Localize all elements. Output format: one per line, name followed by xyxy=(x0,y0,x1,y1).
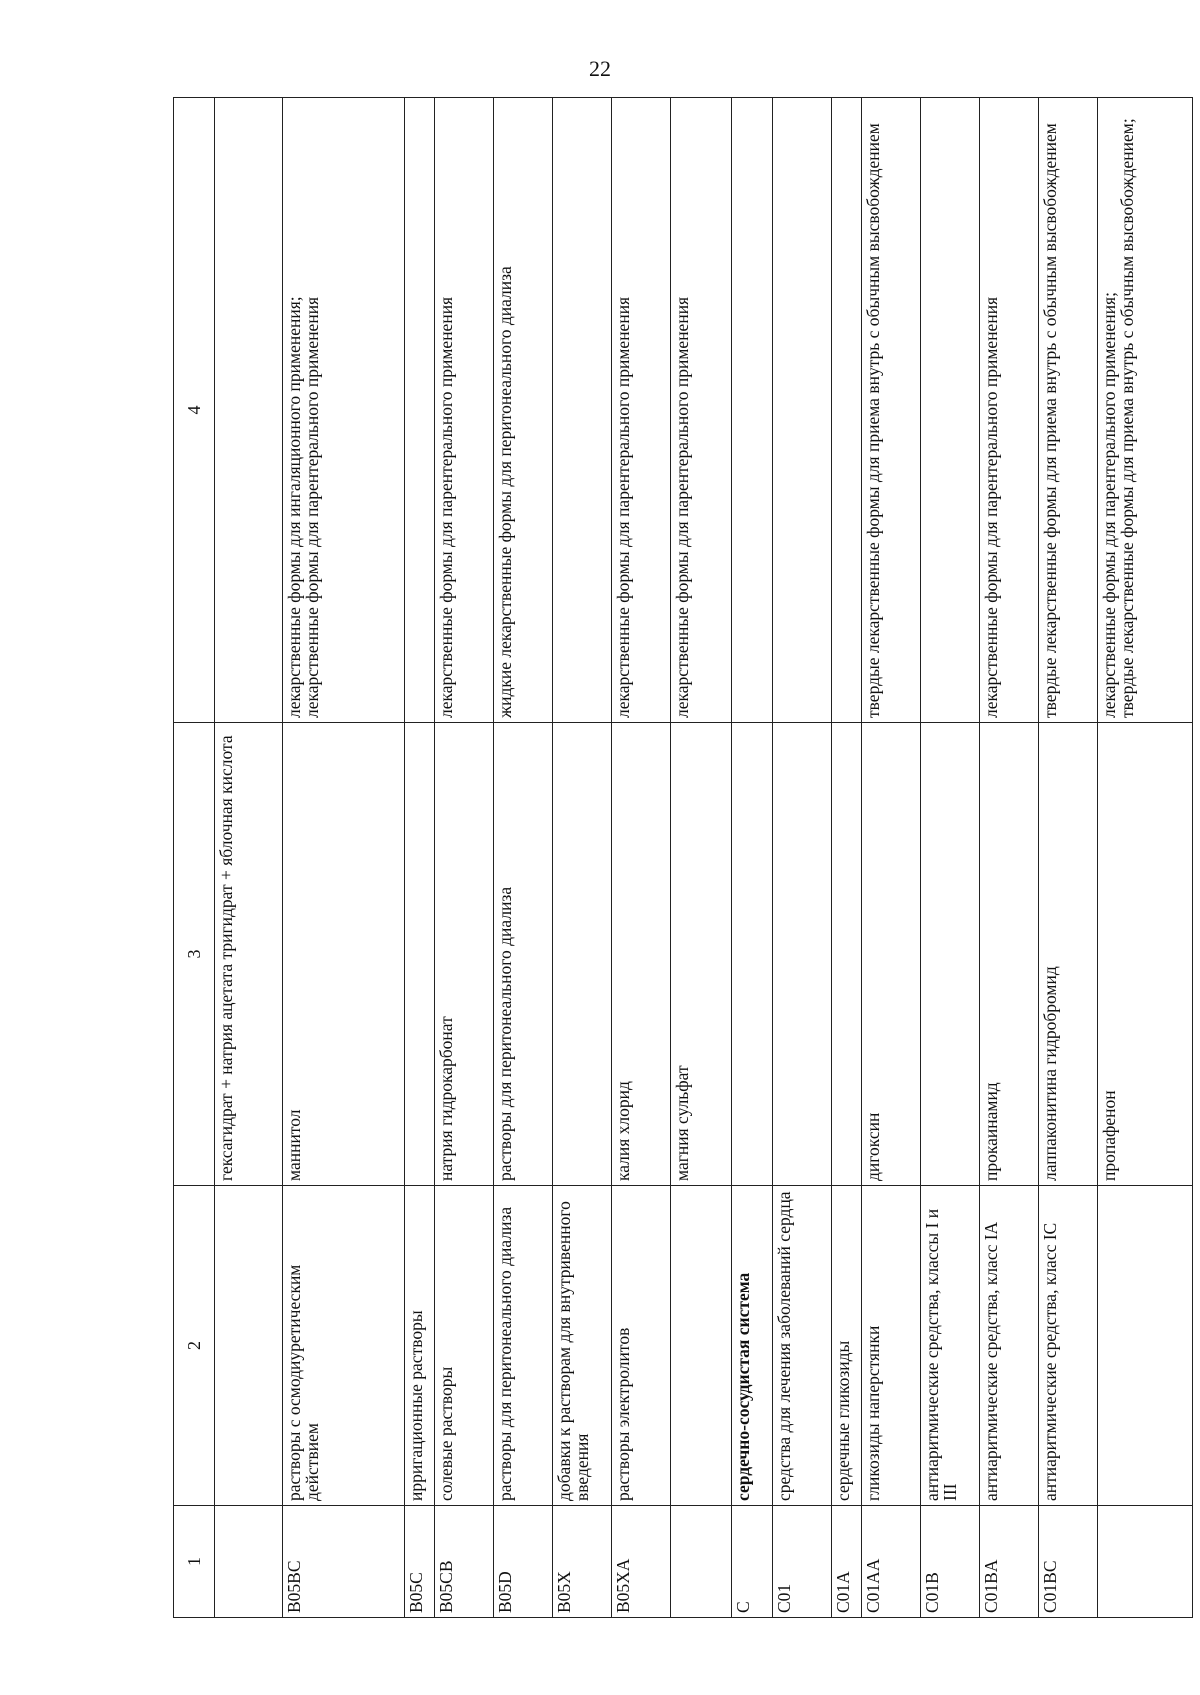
table-row xyxy=(732,98,773,1618)
column-header-1: 1 xyxy=(174,1506,215,1618)
group-cell: сердечные гликозиды xyxy=(832,1186,862,1506)
group-cell xyxy=(214,1186,282,1506)
substance-cell: прокаинамид xyxy=(979,723,1038,1186)
column-header-2: 2 xyxy=(174,1186,215,1506)
code-cell: B05BC xyxy=(282,1506,405,1618)
forms-cell xyxy=(773,98,832,723)
forms-cell: лекарственные формы для парентерального применения xyxy=(611,98,670,723)
drug-table xyxy=(173,97,1193,1618)
substance-cell: маннитол xyxy=(282,723,405,1186)
code-cell: C01 xyxy=(773,1506,832,1618)
forms-cell xyxy=(552,98,611,723)
group-cell: антиаритмические средства, класс IC xyxy=(1038,1186,1097,1506)
forms-cell: лекарственные формы для ингаляционного применения; лекарственные формы для парентерального применения xyxy=(282,98,405,723)
group-cell xyxy=(1097,1186,1192,1506)
substance-cell xyxy=(920,723,979,1186)
group-cell: ирригационные растворы xyxy=(405,1186,435,1506)
code-cell xyxy=(670,1506,731,1618)
table-row xyxy=(493,98,552,1618)
group-cell: растворы с осмодиуретическим действием xyxy=(282,1186,405,1506)
code-cell: B05CB xyxy=(434,1506,493,1618)
group-cell xyxy=(670,1186,731,1506)
table-row xyxy=(611,98,670,1618)
table-row xyxy=(1097,98,1192,1618)
table-row xyxy=(405,98,435,1618)
code-cell: B05C xyxy=(405,1506,435,1618)
table-row xyxy=(670,98,731,1618)
group-cell: сердечно-сосудистая система xyxy=(732,1186,773,1506)
table-row xyxy=(1038,98,1097,1618)
code-cell: C01B xyxy=(920,1506,979,1618)
header-row xyxy=(174,98,215,1618)
code-cell: C01AA xyxy=(861,1506,920,1618)
forms-cell xyxy=(405,98,435,723)
code-cell: B05D xyxy=(493,1506,552,1618)
forms-cell: твердые лекарственные формы для приема внутрь с обычным высвобождением xyxy=(861,98,920,723)
substance-cell: магния сульфат xyxy=(670,723,731,1186)
table-row xyxy=(773,98,832,1618)
forms-cell xyxy=(832,98,862,723)
group-cell: растворы для перитонеального диализа xyxy=(493,1186,552,1506)
substance-cell: гексагидрат + натрия ацетата тригидрат + яблочная кислота xyxy=(214,723,282,1186)
code-cell: C xyxy=(732,1506,773,1618)
forms-cell: лекарственные формы для парентерального применения; твердые лекарственные формы для приема внутрь с обычным высвобождением; xyxy=(1097,98,1192,723)
group-cell: гликозиды наперстянки xyxy=(861,1186,920,1506)
table-row xyxy=(282,98,405,1618)
group-cell: солевые растворы xyxy=(434,1186,493,1506)
group-cell: антиаритмические средства, класс IA xyxy=(979,1186,1038,1506)
table-body xyxy=(214,98,1192,1618)
code-cell xyxy=(1097,1506,1192,1618)
table-row xyxy=(434,98,493,1618)
substance-cell: растворы для перитонеального диализа xyxy=(493,723,552,1186)
forms-cell xyxy=(732,98,773,723)
code-cell: B05X xyxy=(552,1506,611,1618)
code-cell: C01BC xyxy=(1038,1506,1097,1618)
forms-cell: лекарственные формы для парентерального применения xyxy=(670,98,731,723)
table-row xyxy=(861,98,920,1618)
substance-cell: лаппаконитина гидробромид xyxy=(1038,723,1097,1186)
substance-cell: натрия гидрокарбонат xyxy=(434,723,493,1186)
substance-cell: пропафенон xyxy=(1097,723,1192,1186)
code-cell: B05XA xyxy=(611,1506,670,1618)
forms-cell: жидкие лекарственные формы для перитонеального диализа xyxy=(493,98,552,723)
forms-cell: твердые лекарственные формы для приема внутрь с обычным высвобождением xyxy=(1038,98,1097,723)
code-cell: C01BA xyxy=(979,1506,1038,1618)
substance-cell xyxy=(832,723,862,1186)
group-cell: добавки к растворам для внутривенного введения xyxy=(552,1186,611,1506)
code-cell: C01A xyxy=(832,1506,862,1618)
group-cell: антиаритмические средства, классы I и III xyxy=(920,1186,979,1506)
forms-cell: лекарственные формы для парентерального применения xyxy=(434,98,493,723)
substance-cell xyxy=(732,723,773,1186)
substance-cell xyxy=(552,723,611,1186)
table-row xyxy=(552,98,611,1618)
group-cell: средства для лечения заболеваний сердца xyxy=(773,1186,832,1506)
substance-cell: дигоксин xyxy=(861,723,920,1186)
page-number: 22 xyxy=(589,56,611,81)
code-cell xyxy=(214,1506,282,1618)
group-cell: растворы электролитов xyxy=(611,1186,670,1506)
table-row xyxy=(979,98,1038,1618)
column-header-4: 4 xyxy=(174,98,215,723)
forms-cell: лекарственные формы для парентерального применения xyxy=(979,98,1038,723)
table-row xyxy=(214,98,282,1618)
table-row xyxy=(832,98,862,1618)
table-row xyxy=(920,98,979,1618)
substance-cell xyxy=(405,723,435,1186)
column-header-3: 3 xyxy=(174,723,215,1186)
forms-cell xyxy=(920,98,979,723)
forms-cell xyxy=(214,98,282,723)
substance-cell xyxy=(773,723,832,1186)
rotated-table-container xyxy=(173,98,1193,1618)
substance-cell: калия хлорид xyxy=(611,723,670,1186)
